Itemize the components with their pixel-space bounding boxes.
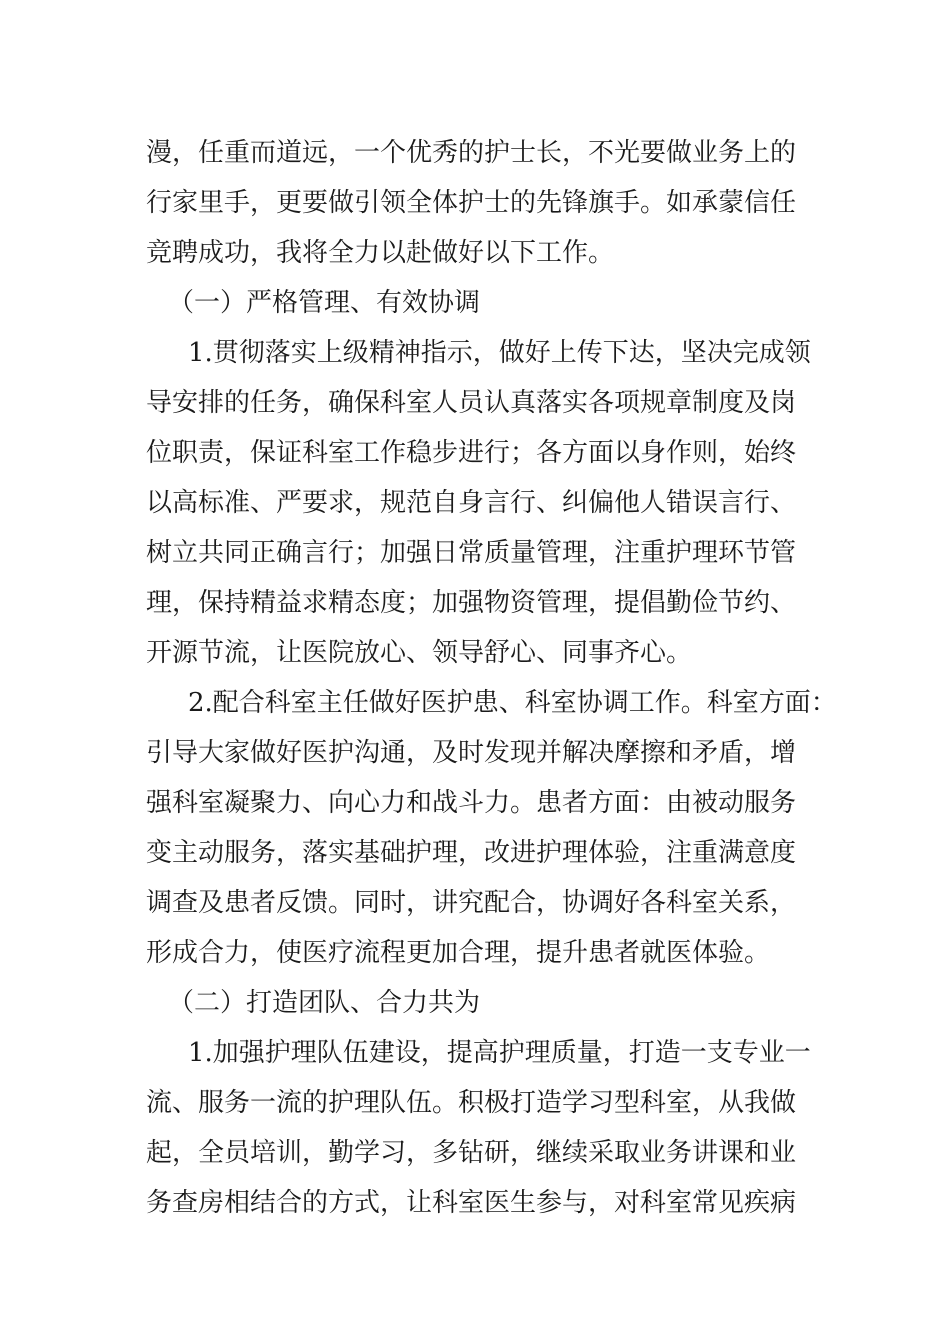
paragraph-line: 1.贯彻落实上级精神指示，做好上传下达，坚决完成领 — [188, 338, 811, 368]
paragraph-line: 引导大家做好医护沟通，及时发现并解决摩擦和矛盾，增 — [146, 738, 797, 768]
paragraph-line: 务查房相结合的方式，让科室医生参与，对科室常见疾病 — [146, 1188, 797, 1218]
document-body — [146, 128, 837, 1228]
paragraph-line: 流、服务一流的护理队伍。积极打造学习型科室，从我做 — [146, 1088, 797, 1118]
paragraph-line: 以高标准、严要求，规范自身言行、纠偏他人错误言行、 — [146, 488, 797, 518]
paragraph-line: 位职责，保证科室工作稳步进行；各方面以身作则，始终 — [146, 438, 797, 468]
paragraph-line: 调查及患者反馈。同时，讲究配合，协调好各科室关系， — [146, 888, 797, 918]
paragraph-line: 理，保持精益求精态度；加强物资管理，提倡勤俭节约、 — [146, 588, 797, 618]
section-heading: （一）严格管理、有效协调 — [168, 288, 481, 318]
paragraph-line: 漫，任重而道远，一个优秀的护士长，不光要做业务上的 — [146, 138, 797, 168]
paragraph-line: 1.加强护理队伍建设，提高护理质量，打造一支专业一 — [188, 1038, 811, 1068]
paragraph-line: 形成合力，使医疗流程更加合理，提升患者就医体验。 — [146, 938, 771, 968]
paragraph-line: 树立共同正确言行；加强日常质量管理，注重护理环节管 — [146, 538, 797, 568]
paragraph-line: 开源节流，让医院放心、领导舒心、同事齐心。 — [146, 638, 693, 668]
paragraph-line: 起，全员培训，勤学习，多钻研，继续采取业务讲课和业 — [146, 1138, 797, 1168]
paragraph-line: 竞聘成功，我将全力以赴做好以下工作。 — [146, 238, 615, 268]
section-heading: （二）打造团队、合力共为 — [168, 988, 481, 1018]
paragraph-line: 强科室凝聚力、向心力和战斗力。患者方面：由被动服务 — [146, 788, 797, 818]
paragraph-line: 2.配合科室主任做好医护患、科室协调工作。科室方面： — [188, 688, 837, 718]
paragraph-line: 变主动服务，落实基础护理，改进护理体验，注重满意度 — [146, 838, 797, 868]
paragraph-line: 导安排的任务，确保科室人员认真落实各项规章制度及岗 — [146, 388, 797, 418]
paragraph-line: 行家里手，更要做引领全体护士的先锋旗手。如承蒙信任 — [146, 188, 797, 218]
